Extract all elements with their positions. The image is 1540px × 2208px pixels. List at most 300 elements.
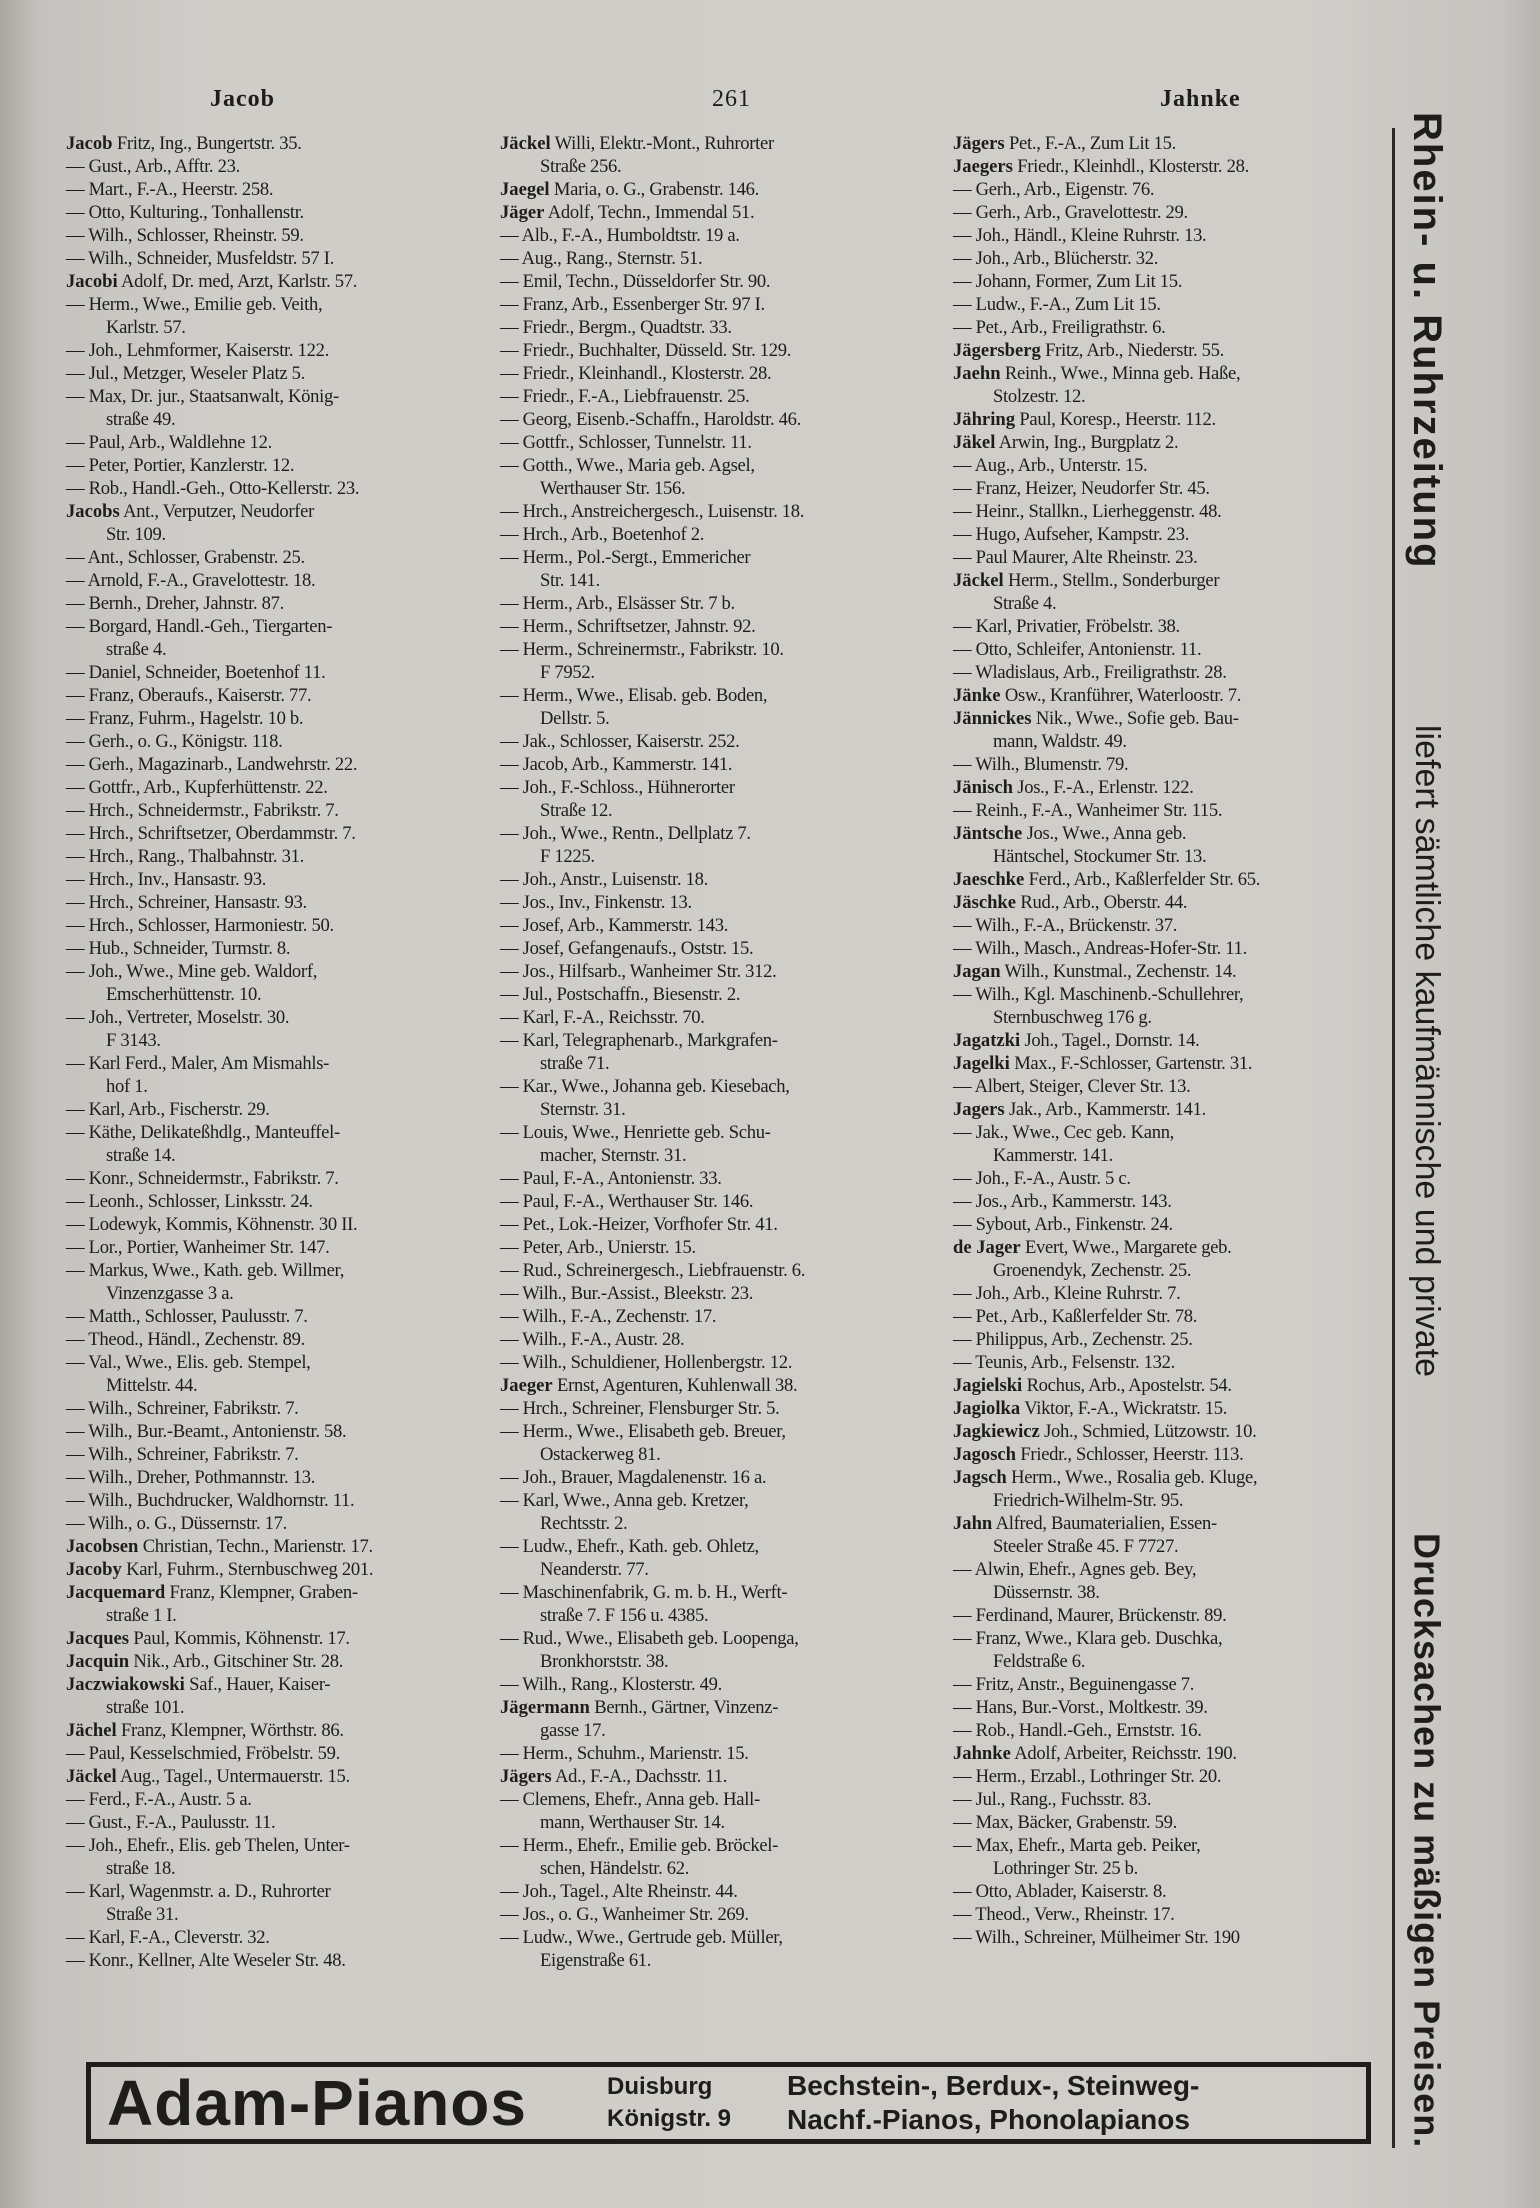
entry-continuation [66, 1903, 486, 1926]
directory-entry [500, 730, 920, 753]
side-advertisement [1404, 112, 1449, 2148]
directory-entry [66, 1259, 486, 1282]
entry-text: Adolf, Techn., Immendal 51. [547, 202, 755, 223]
entry-text: — Gerh., Arb., Eigenstr. 76. [953, 179, 1155, 200]
directory-entry [953, 132, 1373, 155]
entry-continuation [953, 592, 1373, 615]
directory-entry [66, 293, 486, 316]
entry-surname: Jäschke [953, 892, 1017, 913]
directory-entry [66, 1489, 486, 1512]
entry-continuation [500, 1052, 920, 1075]
directory-entry [953, 1397, 1373, 1420]
directory-entry [66, 1788, 486, 1811]
directory-entry [66, 960, 486, 983]
entry-text: — Karl, Wagenmstr. a. D., Ruhrorter [66, 1881, 331, 1902]
entry-text: straße 101. [106, 1697, 185, 1718]
directory-entry [500, 132, 920, 155]
directory-entry [953, 1512, 1373, 1535]
entry-text: — Otto, Schleifer, Antonienstr. 11. [953, 639, 1202, 660]
entry-text: — Louis, Wwe., Henriette geb. Schu- [500, 1122, 771, 1143]
entry-continuation [66, 983, 486, 1006]
entry-text: — Joh., Arb., Kleine Ruhrstr. 7. [953, 1283, 1181, 1304]
entry-text: Jos., Wwe., Anna geb. [1026, 823, 1187, 844]
entry-text: — Gotth., Wwe., Maria geb. Agsel, [500, 455, 755, 476]
entry-text: — Joh., Brauer, Magdalenenstr. 16 a. [500, 1467, 767, 1488]
entry-surname: Jacoby [66, 1559, 122, 1580]
directory-entry [66, 1811, 486, 1834]
entry-text: — Jul., Metzger, Weseler Platz 5. [66, 363, 305, 384]
directory-entry [500, 1466, 920, 1489]
directory-entry [953, 178, 1373, 201]
entry-text: — Peter, Portier, Kanzlerstr. 12. [66, 455, 295, 476]
entry-text: Rechtsstr. 2. [540, 1513, 628, 1534]
directory-entry [500, 1006, 920, 1029]
directory-entry [953, 1420, 1373, 1443]
directory-entry [66, 845, 486, 868]
entry-text: — Otto, Ablader, Kaiserstr. 8. [953, 1881, 1167, 1902]
entry-text: — Gerh., Arb., Gravelottestr. 29. [953, 202, 1188, 223]
entry-continuation [66, 523, 486, 546]
directory-entry [66, 1213, 486, 1236]
directory-entry [66, 684, 486, 707]
directory-entry [66, 178, 486, 201]
entry-text: Franz, Klempner, Graben- [169, 1582, 358, 1603]
entry-text: — Georg, Eisenb.-Schaffn., Haroldstr. 46. [500, 409, 801, 430]
entry-continuation [66, 1029, 486, 1052]
entry-continuation [66, 1696, 486, 1719]
entry-text: Ostackerweg 81. [540, 1444, 661, 1465]
directory-entry [66, 661, 486, 684]
entry-text: — Joh., Vertreter, Moselstr. 30. [66, 1007, 290, 1028]
column-divider [1392, 128, 1395, 2148]
entry-text: Straße 4. [993, 593, 1057, 614]
directory-entry [953, 1696, 1373, 1719]
directory-entry [953, 1834, 1373, 1857]
entry-text: Franz, Klempner, Wörthstr. 86. [120, 1720, 344, 1741]
entry-text: — Theod., Verw., Rheinstr. 17. [953, 1904, 1175, 1925]
entry-text: — Wilh., Schreiner, Fabrikstr. 7. [66, 1398, 299, 1419]
entry-text: — Wilh., Masch., Andreas-Hofer-Str. 11. [953, 938, 1247, 959]
entry-text: — Hrch., Schreiner, Hansastr. 93. [66, 892, 307, 913]
entry-text: — Wilh., Schreiner, Mülheimer Str. 190 [953, 1927, 1240, 1948]
directory-entry [953, 868, 1373, 891]
directory-entry [500, 224, 920, 247]
directory-entry [500, 1489, 920, 1512]
entry-continuation [953, 385, 1373, 408]
directory-entry [953, 1029, 1373, 1052]
directory-entry [66, 937, 486, 960]
entry-continuation [953, 1006, 1373, 1029]
entry-text: Bernh., Gärtner, Vinzenz- [594, 1697, 779, 1718]
directory-entry [66, 1512, 486, 1535]
entry-text: — Wilh., Kgl. Maschinenb.-Schullehrer, [953, 984, 1244, 1005]
entry-text: — Gust., Arb., Afftr. 23. [66, 156, 240, 177]
entry-text: Max., F.-Schlosser, Gartenstr. 31. [1014, 1053, 1253, 1074]
entry-text: Steeler Straße 45. F 7727. [993, 1536, 1179, 1557]
entry-text: schen, Händelstr. 62. [540, 1858, 690, 1879]
directory-entry [953, 569, 1373, 592]
column-1 [66, 132, 486, 1972]
directory-entry [953, 546, 1373, 569]
directory-entry [500, 1282, 920, 1305]
entry-text: — Jak., Wwe., Cec geb. Kann, [953, 1122, 1175, 1143]
entry-text: — Lor., Portier, Wanheimer Str. 147. [66, 1237, 330, 1258]
entry-text: Nik., Arb., Gitschiner Str. 28. [133, 1651, 344, 1672]
directory-entry [953, 362, 1373, 385]
entry-text: straße 14. [106, 1145, 176, 1166]
entry-text: Arwin, Ing., Burgplatz 2. [998, 432, 1179, 453]
entry-surname: Jähring [953, 409, 1015, 430]
entry-text: — Aug., Rang., Sternstr. 51. [500, 248, 703, 269]
entry-text: — Hub., Schneider, Turmstr. 8. [66, 938, 291, 959]
entry-text: Viktor, F.-A., Wickratstr. 15. [1024, 1398, 1228, 1419]
directory-entry [500, 684, 920, 707]
header-last-name: Jahnke [1160, 86, 1241, 112]
directory-entry [66, 1190, 486, 1213]
directory-entry [500, 385, 920, 408]
directory-entry [953, 1443, 1373, 1466]
entry-text: — Pet., Lok.-Heizer, Vorfhofer Str. 41. [500, 1214, 778, 1235]
directory-entry [953, 1236, 1373, 1259]
directory-entry [500, 1236, 920, 1259]
entry-continuation [500, 1650, 920, 1673]
entry-text: — Aug., Arb., Unterstr. 15. [953, 455, 1148, 476]
entry-text: — Jacob, Arb., Kammerstr. 141. [500, 754, 733, 775]
entry-text: Dellstr. 5. [540, 708, 610, 729]
directory-entry [500, 914, 920, 937]
entry-text: — Hrch., Inv., Hansastr. 93. [66, 869, 267, 890]
entry-text: — Johann, Former, Zum Lit 15. [953, 271, 1183, 292]
directory-entry [953, 937, 1373, 960]
entry-continuation [953, 1857, 1373, 1880]
directory-entry [953, 799, 1373, 822]
directory-entry [500, 1397, 920, 1420]
entry-text: F 1225. [540, 846, 595, 867]
entry-surname: Jahnke [953, 1743, 1011, 1764]
directory-entry [500, 201, 920, 224]
entry-text: Werthauser Str. 156. [540, 478, 686, 499]
entry-continuation [953, 1144, 1373, 1167]
entry-text: Kammerstr. 141. [993, 1145, 1113, 1166]
directory-entry [953, 1351, 1373, 1374]
entry-text: — Ludw., Ehefr., Kath. geb. Ohletz, [500, 1536, 759, 1557]
entry-surname: de Jager [953, 1237, 1021, 1258]
entry-text: — Wladislaus, Arb., Freiligrathstr. 28. [953, 662, 1227, 683]
entry-surname: Jänke [953, 685, 1001, 706]
entry-surname: Jagan [953, 961, 1001, 982]
entry-text: — Franz, Fuhrm., Hagelstr. 10 b. [66, 708, 304, 729]
directory-entry [66, 615, 486, 638]
entry-text: — Rob., Handl.-Geh., Otto-Kellerstr. 23. [66, 478, 360, 499]
entry-surname: Jaeger [500, 1375, 553, 1396]
entry-text: — Karl, Privatier, Fröbelstr. 38. [953, 616, 1180, 637]
entry-text: — Matth., Schlosser, Paulusstr. 7. [66, 1306, 308, 1327]
directory-entry [953, 1742, 1373, 1765]
directory-entry [953, 408, 1373, 431]
entry-text: Ferd., Arb., Kaßlerfelder Str. 65. [1028, 869, 1261, 890]
entry-surname: Jahn [953, 1513, 993, 1534]
directory-entry [953, 500, 1373, 523]
entry-text: — Pet., Arb., Freiligrathstr. 6. [953, 317, 1166, 338]
directory-entry [66, 707, 486, 730]
entry-text: — Joh., F.-A., Austr. 5 c. [953, 1168, 1131, 1189]
entry-continuation [500, 1604, 920, 1627]
entry-text: straße 71. [540, 1053, 610, 1074]
entry-continuation [66, 1075, 486, 1098]
entry-text: — Paul, Kesselschmied, Fröbelstr. 59. [66, 1743, 340, 1764]
entry-text: — Alwin, Ehefr., Agnes geb. Bey, [953, 1559, 1197, 1580]
entry-surname: Jägers [953, 133, 1005, 154]
entry-text: Ad., F.-A., Dachsstr. 11. [554, 1766, 728, 1787]
entry-text: — Konr., Kellner, Alte Weseler Str. 48. [66, 1950, 346, 1971]
directory-entry [66, 1834, 486, 1857]
directory-entry [500, 546, 920, 569]
page-number: 261 [712, 86, 751, 112]
entry-text: — Herm., Ehefr., Emilie geb. Bröckel- [500, 1835, 779, 1856]
entry-text: Adolf, Dr. med, Arzt, Karlstr. 57. [120, 271, 358, 292]
directory-entry [953, 293, 1373, 316]
entry-surname: Jäckel [66, 1766, 117, 1787]
entry-text: — Maschinenfabrik, G. m. b. H., Werft- [500, 1582, 788, 1603]
entry-continuation [500, 155, 920, 178]
entry-text: straße 7. F 156 u. 4385. [540, 1605, 709, 1626]
directory-entry [66, 270, 486, 293]
entry-text: Sternbuschweg 176 g. [993, 1007, 1152, 1028]
entry-text: Osw., Kranführer, Waterloostr. 7. [1004, 685, 1242, 706]
entry-text: — Pet., Arb., Kaßlerfelder Str. 78. [953, 1306, 1198, 1327]
entry-text: — Rud., Schreinergesch., Liebfrauenstr. 6. [500, 1260, 806, 1281]
directory-entry [953, 1604, 1373, 1627]
directory-entry [500, 1535, 920, 1558]
directory-entry [500, 293, 920, 316]
entry-text: straße 1 I. [106, 1605, 177, 1626]
entry-text: — Joh., Arb., Blücherstr. 32. [953, 248, 1159, 269]
directory-entry [500, 937, 920, 960]
directory-entry [500, 1351, 920, 1374]
side-ad-title: Rhein- u. Ruhrzeitung [1405, 112, 1449, 570]
entry-text: — Joh., Tagel., Alte Rheinstr. 44. [500, 1881, 738, 1902]
entry-text: — Jos., o. G., Wanheimer Str. 269. [500, 1904, 749, 1925]
entry-continuation [500, 1857, 920, 1880]
entry-text: — Gust., F.-A., Paulusstr. 11. [66, 1812, 276, 1833]
entry-text: — Wilh., Rang., Klosterstr. 49. [500, 1674, 723, 1695]
entry-text: F 7952. [540, 662, 595, 683]
entry-continuation [66, 1144, 486, 1167]
entry-text: Jak., Arb., Kammerstr. 141. [1009, 1099, 1206, 1120]
directory-entry [953, 477, 1373, 500]
entry-text: — Hrch., Schreiner, Flensburger Str. 5. [500, 1398, 780, 1419]
entry-continuation [953, 1581, 1373, 1604]
directory-entry [66, 1098, 486, 1121]
entry-continuation [953, 730, 1373, 753]
entry-text: Düssernstr. 38. [993, 1582, 1100, 1603]
entry-surname: Jagkiewicz [953, 1421, 1040, 1442]
entry-surname: Jännickes [953, 708, 1032, 729]
entry-text: — Wilh., F.-A., Zechenstr. 17. [500, 1306, 717, 1327]
entry-text: Ernst, Agenturen, Kuhlenwall 38. [557, 1375, 798, 1396]
directory-entry [66, 431, 486, 454]
directory-entry [66, 1351, 486, 1374]
directory-entry [66, 132, 486, 155]
entry-text: — Wilh., Bur.-Assist., Bleekstr. 23. [500, 1283, 754, 1304]
entry-text: mann, Werthauser Str. 14. [540, 1812, 725, 1833]
directory-entry [66, 1167, 486, 1190]
directory-entry [66, 362, 486, 385]
directory-entry [953, 1052, 1373, 1075]
entry-text: — Hans, Bur.-Vorst., Moltkestr. 39. [953, 1697, 1208, 1718]
directory-entry [500, 776, 920, 799]
directory-entry [953, 1673, 1373, 1696]
directory-entry [500, 1328, 920, 1351]
directory-entry [66, 1742, 486, 1765]
directory-entry [66, 1397, 486, 1420]
directory-entry [953, 1098, 1373, 1121]
entry-text: mann, Waldstr. 49. [993, 731, 1127, 752]
entry-text: — Peter, Arb., Unierstr. 15. [500, 1237, 696, 1258]
directory-entry [500, 523, 920, 546]
directory-entry [500, 408, 920, 431]
directory-entry [500, 1903, 920, 1926]
entry-text: — Friedr., Bergm., Quadtstr. 33. [500, 317, 732, 338]
directory-entry [500, 1305, 920, 1328]
entry-continuation [953, 1535, 1373, 1558]
directory-entry [66, 1650, 486, 1673]
directory-entry [66, 546, 486, 569]
entry-continuation [500, 1443, 920, 1466]
entry-text: Aug., Tagel., Untermauerstr. 15. [119, 1766, 350, 1787]
entry-text: — Jos., Inv., Finkenstr. 13. [500, 892, 692, 913]
entry-surname: Jagelki [953, 1053, 1010, 1074]
directory-entry [66, 385, 486, 408]
entry-continuation [953, 845, 1373, 868]
directory-entry [500, 960, 920, 983]
entry-text: straße 4. [106, 639, 167, 660]
entry-text: — Franz, Wwe., Klara geb. Duschka, [953, 1628, 1223, 1649]
directory-entry [953, 983, 1373, 1006]
entry-text: — Käthe, Delikateßhdlg., Manteuffel- [66, 1122, 340, 1143]
entry-text: — Friedr., F.-A., Liebfrauenstr. 25. [500, 386, 750, 407]
entry-text: Herm., Wwe., Rosalia geb. Kluge, [1011, 1467, 1258, 1488]
entry-text: — Ferdinand, Maurer, Brückenstr. 89. [953, 1605, 1227, 1626]
entry-surname: Jäger [500, 202, 545, 223]
directory-entry [66, 155, 486, 178]
entry-text: — Wilh., Buchdrucker, Waldhornstr. 11. [66, 1490, 355, 1511]
entry-surname: Jagiolka [953, 1398, 1021, 1419]
entry-text: — Bernh., Dreher, Jahnstr. 87. [66, 593, 284, 614]
directory-entry [953, 523, 1373, 546]
directory-entry [66, 224, 486, 247]
directory-entry [500, 316, 920, 339]
entry-text: Ant., Verputzer, Neudorfer [123, 501, 314, 522]
entry-continuation [66, 1282, 486, 1305]
entry-text: — Jul., Rang., Fuchsstr. 83. [953, 1789, 1152, 1810]
entry-surname: Jäckel [500, 133, 551, 154]
directory-entry [500, 1167, 920, 1190]
directory-entry [953, 1466, 1373, 1489]
entry-text: — Ludw., F.-A., Zum Lit 15. [953, 294, 1161, 315]
directory-entry [953, 960, 1373, 983]
entry-text: — Heinr., Stallkn., Lierheggenstr. 48. [953, 501, 1222, 522]
entry-continuation [66, 316, 486, 339]
entry-text: — Herm., Schuhm., Marienstr. 15. [500, 1743, 749, 1764]
entry-text: — Franz, Heizer, Neudorfer Str. 45. [953, 478, 1210, 499]
column-3 [953, 132, 1373, 1949]
directory-entry [500, 431, 920, 454]
entry-text: — Wilh., Dreher, Pothmannstr. 13. [66, 1467, 316, 1488]
entry-surname: Jägermann [500, 1697, 590, 1718]
entry-text: Karlstr. 57. [106, 317, 186, 338]
entry-surname: Jagsch [953, 1467, 1007, 1488]
entry-surname: Jacobi [66, 271, 118, 292]
entry-text: — Borgard, Handl.-Geh., Tiergarten- [66, 616, 333, 637]
entry-text: — Philippus, Arb., Zechenstr. 25. [953, 1329, 1193, 1350]
entry-surname: Jacquin [66, 1651, 130, 1672]
entry-text: — Otto, Kulturing., Tonhallenstr. [66, 202, 304, 223]
entry-text: — Hrch., Arb., Boetenhof 2. [500, 524, 705, 545]
entry-text: — Herm., Wwe., Emilie geb. Veith, [66, 294, 323, 315]
entry-text: Joh., Tagel., Dornstr. 14. [1024, 1030, 1200, 1051]
column-2 [500, 132, 920, 1972]
directory-entry [953, 753, 1373, 776]
entry-surname: Jaczwiakowski [66, 1674, 185, 1695]
directory-entry [66, 1305, 486, 1328]
entry-text: — Jos., Hilfsarb., Wanheimer Str. 312. [500, 961, 777, 982]
entry-text: — Emil, Techn., Düsseldorfer Str. 90. [500, 271, 771, 292]
entry-text: — Kar., Wwe., Johanna geb. Kiesebach, [500, 1076, 790, 1097]
entry-text: — Hrch., Rang., Thalbahnstr. 31. [66, 846, 304, 867]
entry-text: macher, Sternstr. 31. [540, 1145, 687, 1166]
directory-entry [66, 1535, 486, 1558]
entry-text: Bronkhorststr. 38. [540, 1651, 669, 1672]
directory-entry [500, 454, 920, 477]
directory-entry [66, 1420, 486, 1443]
entry-text: Saf., Hauer, Kaiser- [189, 1674, 331, 1695]
entry-text: Herm., Stellm., Sonderburger [1007, 570, 1220, 591]
entry-surname: Jaehn [953, 363, 1001, 384]
directory-entry [66, 1673, 486, 1696]
entry-text: — Hrch., Anstreichergesch., Luisenstr. 18. [500, 501, 805, 522]
entry-text: Str. 109. [106, 524, 166, 545]
entry-continuation [500, 1098, 920, 1121]
entry-continuation [66, 408, 486, 431]
directory-entry [953, 1305, 1373, 1328]
entry-text: — Gerh., Magazinarb., Landwehrstr. 22. [66, 754, 358, 775]
directory-entry [500, 1420, 920, 1443]
directory-entry [953, 155, 1373, 178]
directory-entry [953, 1719, 1373, 1742]
directory-entry [953, 1328, 1373, 1351]
entry-text: Evert, Wwe., Margarete geb. [1025, 1237, 1232, 1258]
entry-text: — Gottfr., Schlosser, Tunnelstr. 11. [500, 432, 752, 453]
entry-text: Friedr., Kleinhdl., Klosterstr. 28. [1017, 156, 1249, 177]
entry-text: — Ferd., F.-A., Austr. 5 a. [66, 1789, 252, 1810]
entry-text: — Wilh., Schlosser, Rheinstr. 59. [66, 225, 304, 246]
entry-text: Reinh., Wwe., Minna geb. Haße, [1004, 363, 1241, 384]
entry-text: Sternstr. 31. [540, 1099, 626, 1120]
directory-entry [953, 1765, 1373, 1788]
directory-entry [66, 569, 486, 592]
entry-text: — Paul, Arb., Waldlehne 12. [66, 432, 272, 453]
directory-entry [953, 454, 1373, 477]
directory-entry [953, 339, 1373, 362]
ad-city: Duisburg [607, 2073, 713, 2100]
entry-surname: Jacobsen [66, 1536, 139, 1557]
entry-text: Maria, o. G., Grabenstr. 146. [553, 179, 760, 200]
entry-text: Friedr., Schlosser, Heerstr. 113. [1020, 1444, 1244, 1465]
entry-surname: Jägers [500, 1766, 552, 1787]
directory-entry [66, 1052, 486, 1075]
entry-text: Alfred, Baumaterialien, Essen- [995, 1513, 1217, 1534]
